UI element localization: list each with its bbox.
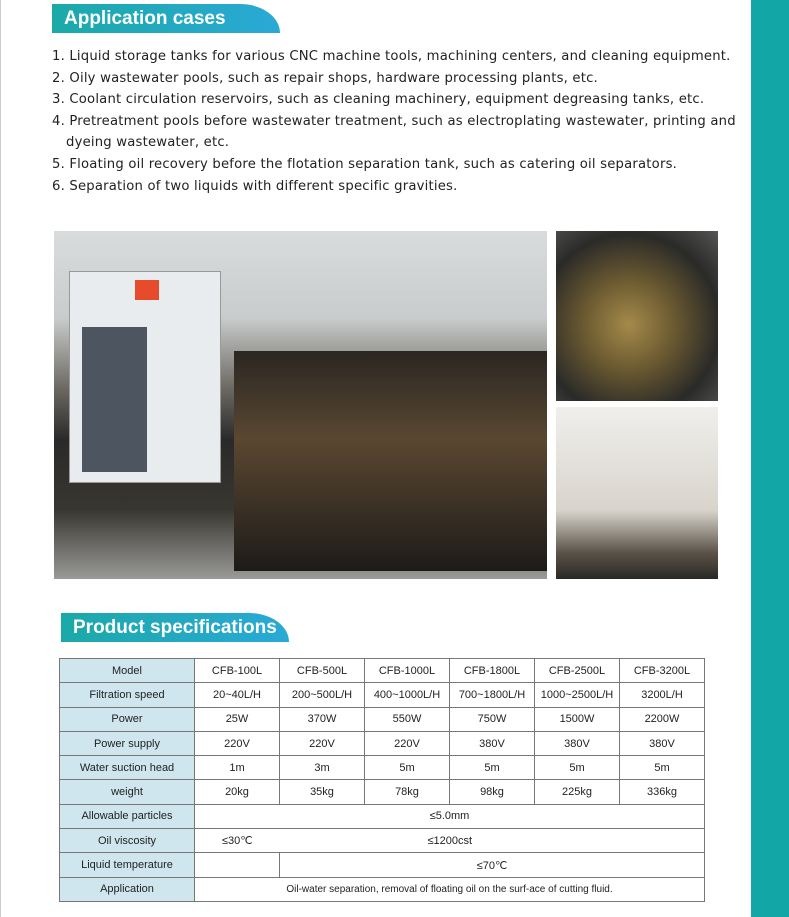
table-cell: 1000~2500L/H	[535, 683, 620, 707]
teal-side-bar	[751, 0, 789, 917]
table-cell: CFB-100L	[195, 659, 280, 683]
table-cell: 220V	[280, 731, 365, 755]
application-cases-heading: Application cases	[52, 4, 280, 33]
product-specifications-heading: Product specifications	[61, 613, 289, 642]
table-cell: 3m	[280, 756, 365, 780]
table-cell: CFB-1000L	[365, 659, 450, 683]
list-item: 1. Liquid storage tanks for various CNC machine tools, machining centers, and cleaning equipment.	[52, 49, 731, 64]
table-cell: Oil viscosity	[60, 829, 195, 853]
table-cell: 750W	[450, 707, 535, 731]
table-cell: 370W	[280, 707, 365, 731]
list-item: 4. Pretreatment pools before wastewater treatment, such as electroplating wastewater, printing and dyeing wastewater, etc.	[52, 113, 736, 151]
table-cell: 5m	[535, 756, 620, 780]
table-cell: 700~1800L/H	[450, 683, 535, 707]
table-cell: Power	[60, 707, 195, 731]
table-cell: CFB-1800L	[450, 659, 535, 683]
table-cell: CFB-2500L	[535, 659, 620, 683]
table-cell: 336kg	[620, 780, 705, 804]
list-item: 6. Separation of two liquids with different specific gravities.	[52, 178, 458, 194]
table-row	[60, 853, 705, 877]
table-cell: ≤70℃	[280, 853, 705, 877]
table-cell: 380V	[535, 731, 620, 755]
table-cell: 20~40L/H	[195, 683, 280, 707]
table-cell: 3200L/H	[620, 683, 705, 707]
list-item: 5. Floating oil recovery before the flotation separation tank, such as catering oil separators.	[52, 156, 678, 172]
table-cell: 200~500L/H	[280, 683, 365, 707]
table-cell: 220V	[365, 731, 450, 755]
table-cell: Liquid temperature	[60, 853, 195, 877]
table-cell	[195, 853, 280, 877]
table-cell: 1500W	[535, 707, 620, 731]
table-row	[60, 707, 705, 731]
oil-tank	[234, 351, 547, 571]
table-cell: ≤1200cst	[280, 829, 705, 853]
table-row	[60, 731, 705, 755]
table-cell: Power supply	[60, 731, 195, 755]
table-cell: Water suction head	[60, 756, 195, 780]
oil-skimmer-machine	[69, 271, 221, 483]
table-cell: CFB-3200L	[620, 659, 705, 683]
table-cell: 25W	[195, 707, 280, 731]
table-cell: Model	[60, 659, 195, 683]
application-list	[52, 46, 742, 197]
table-cell: 220V	[195, 731, 280, 755]
table-cell: CFB-500L	[280, 659, 365, 683]
clean-tank-after-photo	[556, 407, 718, 579]
table-row	[60, 756, 705, 780]
table-cell: 98kg	[450, 780, 535, 804]
table-row	[60, 780, 705, 804]
table-cell: Filtration speed	[60, 683, 195, 707]
table-row	[60, 804, 705, 828]
table-cell: Oil-water separation, removal of floating oil on the surf-ace of cutting fluid.	[195, 877, 705, 901]
table-cell: 5m	[365, 756, 450, 780]
table-cell: ≤30℃	[195, 829, 280, 853]
table-cell: 380V	[620, 731, 705, 755]
table-cell: 20kg	[195, 780, 280, 804]
table-row	[60, 659, 705, 683]
table-cell: 400~1000L/H	[365, 683, 450, 707]
table-row	[60, 683, 705, 707]
list-item: 3. Coolant circulation reservoirs, such as cleaning machinery, equipment degreasing tanks, etc.	[52, 92, 705, 108]
table-cell: 35kg	[280, 780, 365, 804]
table-cell: ≤5.0mm	[195, 804, 705, 828]
table-cell: 1m	[195, 756, 280, 780]
table-cell: 380V	[450, 731, 535, 755]
list-item: 2. Oily wastewater pools, such as repair shops, hardware processing plants, etc.	[52, 70, 598, 86]
table-cell: 550W	[365, 707, 450, 731]
machine-in-use-photo	[54, 231, 547, 579]
table-cell: Application	[60, 877, 195, 901]
table-cell: 5m	[620, 756, 705, 780]
table-cell: 2200W	[620, 707, 705, 731]
table-cell: Allowable particles	[60, 804, 195, 828]
oily-tank-before-photo	[556, 231, 718, 401]
table-row	[60, 877, 705, 901]
specifications-table	[59, 658, 705, 902]
table-row	[60, 829, 705, 853]
table-cell: 5m	[450, 756, 535, 780]
table-cell: weight	[60, 780, 195, 804]
table-cell: 78kg	[365, 780, 450, 804]
table-cell: 225kg	[535, 780, 620, 804]
